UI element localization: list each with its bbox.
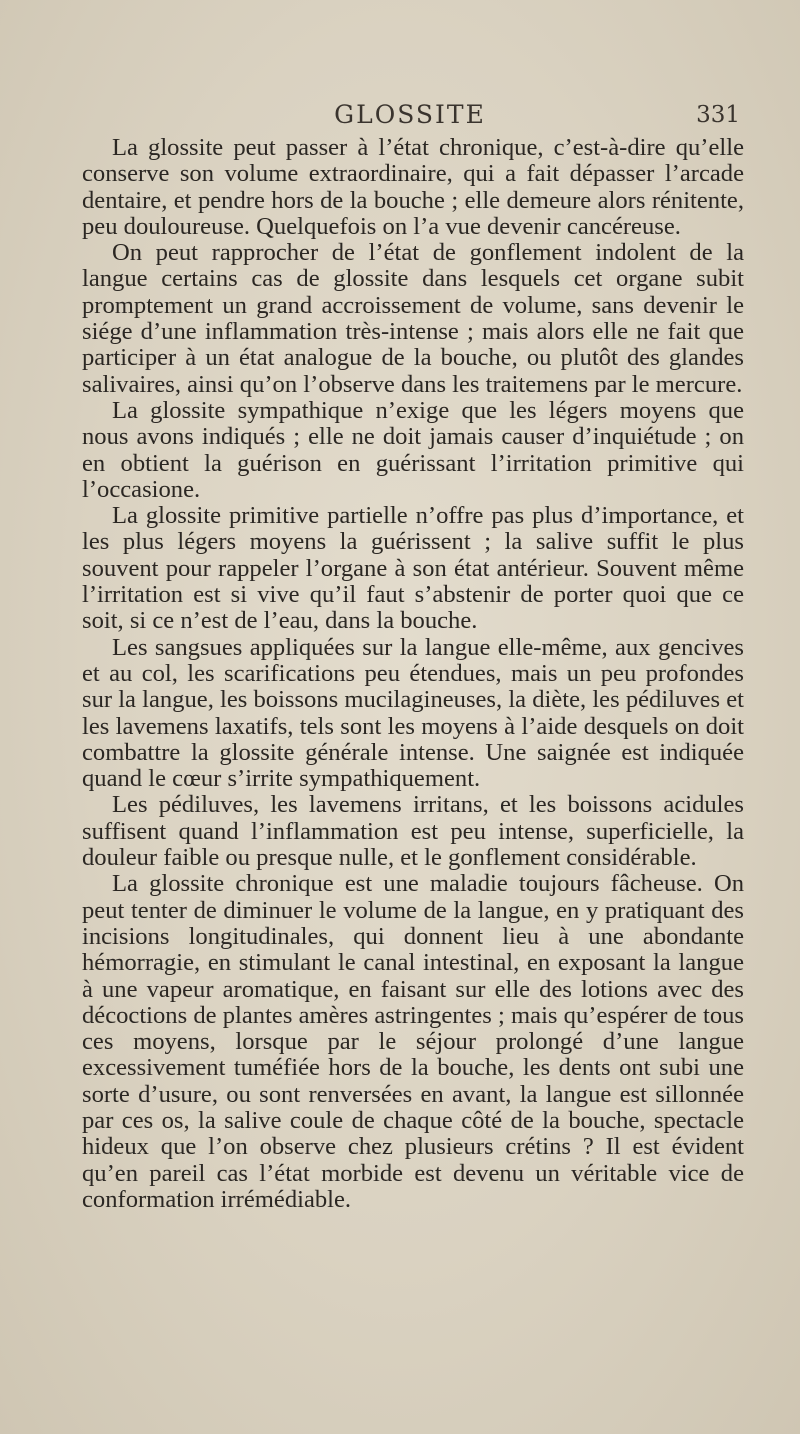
- page-number: 331: [696, 102, 740, 128]
- paragraph: La glossite peut passer à l’état chronique, c’est-à-dire qu’elle conserve son volume extraordinaire, qui a fait dépasser l’arcade dentaire, et pendre hors de la bouche ; elle demeure alors rénitente, peu douloureuse. Quelquefois on l’a vue devenir cancéreuse.: [82, 134, 744, 240]
- paragraph: La glossite chronique est une maladie toujours fâcheuse. On peut tenter de diminuer le volume de la langue, en y pratiquant des incisions longitudinales, qui donnent lieu à une abondante hémorragie, en stimulant le canal intestinal, en exposant la langue à une vapeur aromatique, en faisant sur elle des lotions avec des décoctions de plantes amères astringentes ; mais qu’espérer de tous ces moyens, lorsque par le séjour prolongé d’une langue excessivement tuméfiée hors de la bouche, les dents ont subi une sorte d’usure, ou sont renversées en avant, la langue est sillonnée par ces os, la salive coule de chaque côté de la bouche, spectacle hideux que l’on observe chez plusieurs crétins ? Il est évident qu’en pareil cas l’état morbide est devenu un véritable vice de conformation irrémédiable.: [82, 870, 744, 1213]
- running-title: GLOSSITE: [334, 100, 486, 129]
- paragraph: Les sangsues appliquées sur la langue elle-même, aux gencives et au col, les scarifications peu étendues, mais un peu profondes sur la langue, les boissons mucilagineuses, la diète, les pédiluves et les lavemens laxatifs, tels sont les moyens à l’aide desquels on doit combattre la glossite générale intense. Une saignée est indiquée quand le cœur s’irrite sympathiquement.: [82, 633, 744, 793]
- paragraph: Les pédiluves, les lavemens irritans, et les boissons acidules suffisent quand l’inflammation est peu intense, superficielle, la douleur faible ou presque nulle, et le gonflement considérable.: [82, 791, 744, 872]
- body-text: [82, 135, 744, 1213]
- paragraph: On peut rapprocher de l’état de gonflement indolent de la langue certains cas de glossite dans lesquels cet organe subit promptement un grand accroissement de volume, sans devenir le siége d’une inflammation très-intense ; mais alors elle ne fait que participer à un état analogue de la bouche, ou plutôt des glandes salivaires, ainsi qu’on l’observe dans les traitemens par le mercure.: [82, 239, 744, 398]
- paragraph: La glossite primitive partielle n’offre pas plus d’importance, et les plus légers moyens la guérissent ; la salive suffit le plus souvent pour rappeler l’organe à son état antérieur. Souvent même l’irritation est si vive qu’il faut s’abstenir de porter quoi que ce soit, si ce n’est de l’eau, dans la bouche.: [82, 502, 744, 635]
- page-header: [80, 100, 740, 134]
- paragraph: La glossite sympathique n’exige que les légers moyens que nous avons indiqués ; elle ne doit jamais causer d’inquiétude ; on en obtient la guérison en guérissant l’irritation primitive qui l’occasione.: [82, 396, 744, 503]
